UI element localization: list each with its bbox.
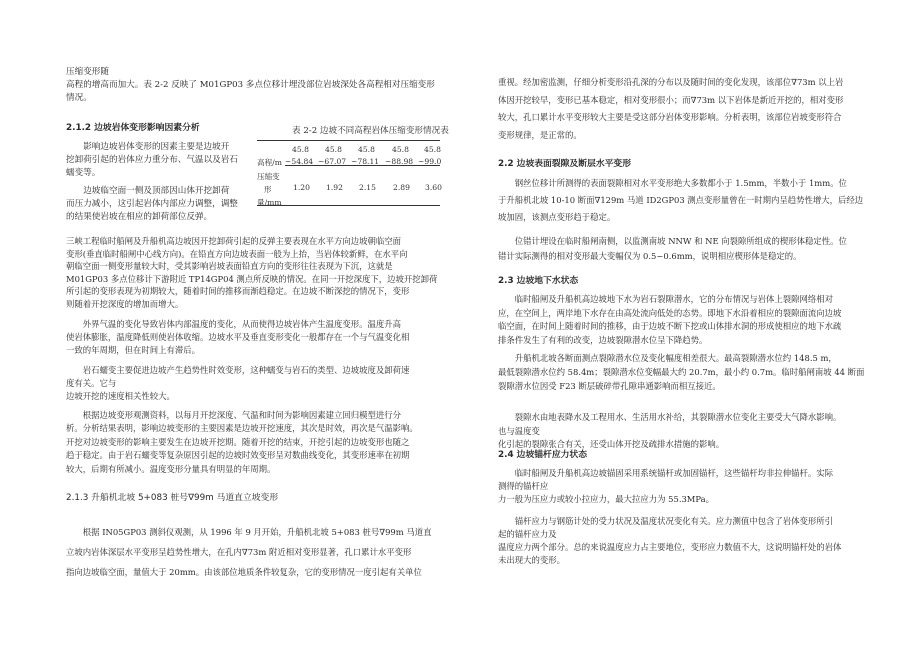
text-line: 临空面，在时间上随着时间的推移，由于边坡不断下挖或山体排水洞的形成使相应的地下水疏 bbox=[498, 321, 842, 331]
text-line: 开挖对边坡变形的影响主要发生在边坡开挖期。随着开挖的结束，开挖引起的边坡变形也随之 bbox=[66, 436, 410, 447]
table-cell-value: 1.20 bbox=[293, 183, 310, 192]
text-line: 立坡内岩体深层水平变形呈趋势性增大，在孔内∇73m 附近相对变形显著，孔口累计水平变形 bbox=[66, 547, 412, 557]
text-line: 变形规律，是正常的。 bbox=[498, 129, 582, 140]
text-line: 错计实际测得的相对变形最大变幅仅为 0.5~0.6mm，说明相应楔形体是稳定的。 bbox=[498, 251, 802, 261]
table-cell-range: ~88.98 bbox=[385, 157, 414, 166]
text-line: 裂隙水由地表降水及工程用水、生活用水补给，其裂隙潜水位变化主要受大气降水影响。 bbox=[514, 412, 842, 422]
text-line: 排条件发生了有利的改变，边坡裂隙潜水位呈下降趋势。 bbox=[498, 334, 708, 345]
table-bottom-rule bbox=[257, 205, 440, 206]
text-line: 根据 IN05GP03 测斜仪观测，从 1996 年 9 月开始，升船机北坡 5+083 桩号∇99m 马道直 bbox=[82, 527, 432, 537]
table-cell-value: 2.89 bbox=[393, 183, 410, 192]
text-line: 也与温度变 bbox=[498, 425, 540, 436]
text-line: 力一般为压应力或较小拉应力，最大拉应力为 55.3MPa。 bbox=[498, 494, 715, 504]
heading-2-1-3: 2.1.3 升船机北坡 5+083 桩号∇99m 马道直立坡变形 bbox=[66, 493, 279, 503]
right-p7 bbox=[498, 467, 888, 506]
table-cell-range: ~54.84 bbox=[285, 157, 314, 166]
text-line: 情况。 bbox=[66, 93, 92, 104]
text-line: 重视。经加密监测，仔细分析变形沿孔深的分布以及随时间的变化发现，该部位∇73m 以上岩 bbox=[498, 77, 844, 87]
text-line: 温度应力两个部分。总的来说温度应力占主要地位，变形应力数值不大，这说明锚杆处的岩体 bbox=[498, 542, 842, 552]
text-line: 一致的年周期，但在时间上有滞后。 bbox=[66, 345, 200, 355]
text-line: 起的锚杆应力及 bbox=[498, 529, 557, 539]
text-line: 测得的锚杆应 bbox=[498, 481, 549, 491]
right-p4 bbox=[498, 293, 888, 347]
text-line: 边坡临空面一侧及顶部因山体开挖卸荷 bbox=[83, 186, 230, 196]
text-line: 外界气温的变化导致岩体内部温度的变化，从而使得边坡岩体产生温度变形。温度升高 bbox=[82, 319, 402, 329]
text-line: 临时船闸及升船机高边坡地下水为岩石裂隙潜水，它的分布情况与岩体上裂隙网络相对 bbox=[514, 294, 834, 304]
row-header-unit: 量/mm bbox=[257, 198, 282, 207]
heading-2-3: 2.3 边坡地下水状态 bbox=[498, 276, 579, 286]
text-line: 影响边坡岩体变形的因素主要是边坡开 bbox=[83, 142, 230, 152]
text-line: 岩石蠕变主要促进边坡产生趋势性时效变形，这种蠕变与岩石的类型、边坡坡度及卸荷速 bbox=[82, 365, 410, 375]
row-header-compression: 压缩变 bbox=[257, 172, 280, 181]
text-line: 升船机北坡各断面测点裂隙潜水位及变化幅度相差很大。最高裂隙潜水位约 148.5 m， bbox=[514, 353, 837, 363]
text-line: 化引起的裂隙张合有关，还受山体开挖及疏排水措施的影响。 bbox=[498, 439, 725, 449]
text-line: 指向边坡临空面，量值大于 20mm。由该部位地质条件较复杂，它的变形情况一度引起有关单位 bbox=[66, 567, 422, 577]
table-cell-value: 2.15 bbox=[359, 183, 376, 192]
table-cell-range: ~67.07 bbox=[318, 157, 347, 166]
left-p3 bbox=[66, 185, 266, 225]
left-p6 bbox=[66, 364, 466, 403]
table-cell-elevation: 45.8 bbox=[325, 145, 342, 154]
text-line: 锚杆应力与钢筋计处的受力状况及温度状况变化有关。应力测值中包含了岩体变形所引 bbox=[514, 516, 834, 526]
right-p8 bbox=[498, 515, 888, 567]
heading-2-1-2: 2.1.2 边坡岩体变形影响因素分析 bbox=[66, 123, 200, 133]
table-title: 表 2-2 边坡不同高程岩体压缩变形情况表 bbox=[292, 126, 449, 136]
text-line: 所引起的变形表现为初期较大，随着时间的推移而渐趋稳定。在边坡不断深挖的情况下，变形 bbox=[66, 286, 410, 297]
text-line: 度有关。它与 bbox=[66, 378, 117, 388]
table-cell-elevation: 45.8 bbox=[292, 145, 309, 154]
table-cell-value: 1.92 bbox=[326, 183, 343, 192]
text-line: 而压力减小，这引起岩体内部应力调整，调整 bbox=[66, 199, 238, 210]
table-cell-range: ~78.11 bbox=[351, 157, 380, 166]
text-line: M01GP03 多点位移计下游附近 TP14GP04 测点所反映的情况。在同一开挖深度下，边坡开挖卸荷 bbox=[66, 273, 438, 284]
right-p2 bbox=[498, 175, 888, 226]
heading-2-4: 2.4 边坡锚杆应力状态 bbox=[498, 450, 588, 460]
text-line: 于升船机北坡 10-10 断面∇129m 马道 ID2GP03 测点变形量曾在一时期内呈趋势性增大，后经边 bbox=[498, 195, 864, 205]
text-line: 三峡工程临时船闸及升船机高边坡因开挖卸荷引起的反弹主要表现在水平方向边坡朝临空面 bbox=[66, 236, 401, 246]
text-line: 则随着开挖深度的增加而增大。 bbox=[66, 298, 184, 309]
text-line: 较大，后期有所减小。温度变形分量具有明显的年周期。 bbox=[66, 463, 276, 474]
left-p8 bbox=[66, 522, 466, 582]
text-line: 位错计埋设在临时船闸南侧，以监测南坡 NNW 和 NE 向裂隙所组成的楔形体稳定性。位 bbox=[514, 236, 847, 246]
text-line: 变形(垂直临时船闸中心线方向)。在铅直方向边坡表面一般为上抬，当岩体较新鲜，在水平向 bbox=[66, 248, 408, 259]
text-line: 挖卸荷引起的岩体应力重分布、气温以及岩石 bbox=[66, 155, 238, 166]
row-header-elevation: 高程/m bbox=[257, 158, 282, 167]
text-line: 的结果使岩坡在相应的卸荷部位反弹。 bbox=[66, 212, 213, 223]
heading-2-2: 2.2 边坡表面裂隙及断层水平变形 bbox=[498, 159, 632, 169]
text-line: 临时船闸及升船机高边坡锚固采用系统锚杆或加固锚杆，这些锚杆均非拉伸锚杆。实际 bbox=[514, 468, 834, 478]
left-p4 bbox=[66, 235, 466, 311]
text-line: 边坡开挖的速度相关性较大。 bbox=[66, 391, 175, 401]
text-line: 根据边坡变形观测资料，以每月开挖深度、气温和时间为影响因素建立回归模型进行分 bbox=[82, 410, 402, 420]
right-p6 bbox=[498, 411, 888, 452]
left-p2 bbox=[66, 141, 266, 181]
table-cell-elevation: 45.8 bbox=[424, 145, 441, 154]
table-top-rule bbox=[257, 140, 440, 141]
right-p1 bbox=[498, 74, 888, 144]
text-line: 趋于稳定。由于岩石蠕变等复杂原因引起的边坡时效变形呈对数曲线变化，其变形速率在初期 bbox=[66, 450, 410, 461]
text-line: 压缩变形随 bbox=[66, 67, 109, 77]
text-line: 高程的增高而加大。表 2-2 反映了 M01GP03 多点位移计埋没部位岩坡深处各高程相对压缩变形 bbox=[66, 80, 435, 91]
left-p1 bbox=[66, 66, 466, 106]
table-cell-elevation: 45.8 bbox=[392, 145, 409, 154]
text-line: 体因开挖较早，变形已基本稳定，相对变形很小；而∇73m 以下岩体是新近开挖的，相对变形 bbox=[498, 94, 844, 105]
text-line: 蠕变等。 bbox=[66, 168, 101, 179]
text-line: 应，在空间上，两岸地下水存在由高处流向低处的态势。即地下水沿着相应的裂隙面流向边坡 bbox=[498, 307, 842, 318]
right-p5 bbox=[498, 352, 888, 393]
table-cell-elevation: 45.8 bbox=[358, 145, 375, 154]
text-line: 钢丝位移计所测得的表面裂隙相对水平变形绝大多数都小于 1.5mm，半数小于 1mm。位 bbox=[514, 178, 847, 188]
left-p7 bbox=[66, 409, 466, 476]
text-line: 最低裂隙潜水位约 58.4m；裂隙潜水位变幅最大约 20.7m，最小约 0.7m。临时船闸南坡 44 断面 bbox=[498, 366, 865, 377]
left-p5 bbox=[66, 318, 466, 357]
table-cell-range: ~99.0 bbox=[418, 157, 442, 166]
text-line: 较大，孔口累计水平变形较大主要是受这部分岩体变形影响。分析表明，该部位岩坡变形符合 bbox=[498, 112, 842, 122]
text-line: 朝临空面一侧变形量较大时，受其影响岩坡表面铅直方向的变形往往表现为下沉，这就是 bbox=[66, 261, 393, 272]
text-line: 坡加固，该测点变形趋于稳定。 bbox=[498, 212, 616, 222]
table-cell-value: 3.60 bbox=[425, 183, 442, 192]
text-line: 未出现大的变形。 bbox=[498, 555, 565, 565]
text-line: 析。分析结果表明，影响边坡变形的主要因素是边坡开挖速度，其次是时效，再次是气温影响。 bbox=[66, 423, 418, 434]
text-line: 裂隙潜水位因受 F23 断层破碎带孔隙串通影响而相互接近。 bbox=[498, 380, 721, 391]
right-p3 bbox=[498, 234, 888, 264]
row-header-compression-2: 形 bbox=[264, 185, 272, 194]
text-line: 使岩体膨胀，温度降低则使岩体收缩。边坡水平及垂直变形变化一般都存在一个与气温变化相 bbox=[66, 332, 410, 342]
